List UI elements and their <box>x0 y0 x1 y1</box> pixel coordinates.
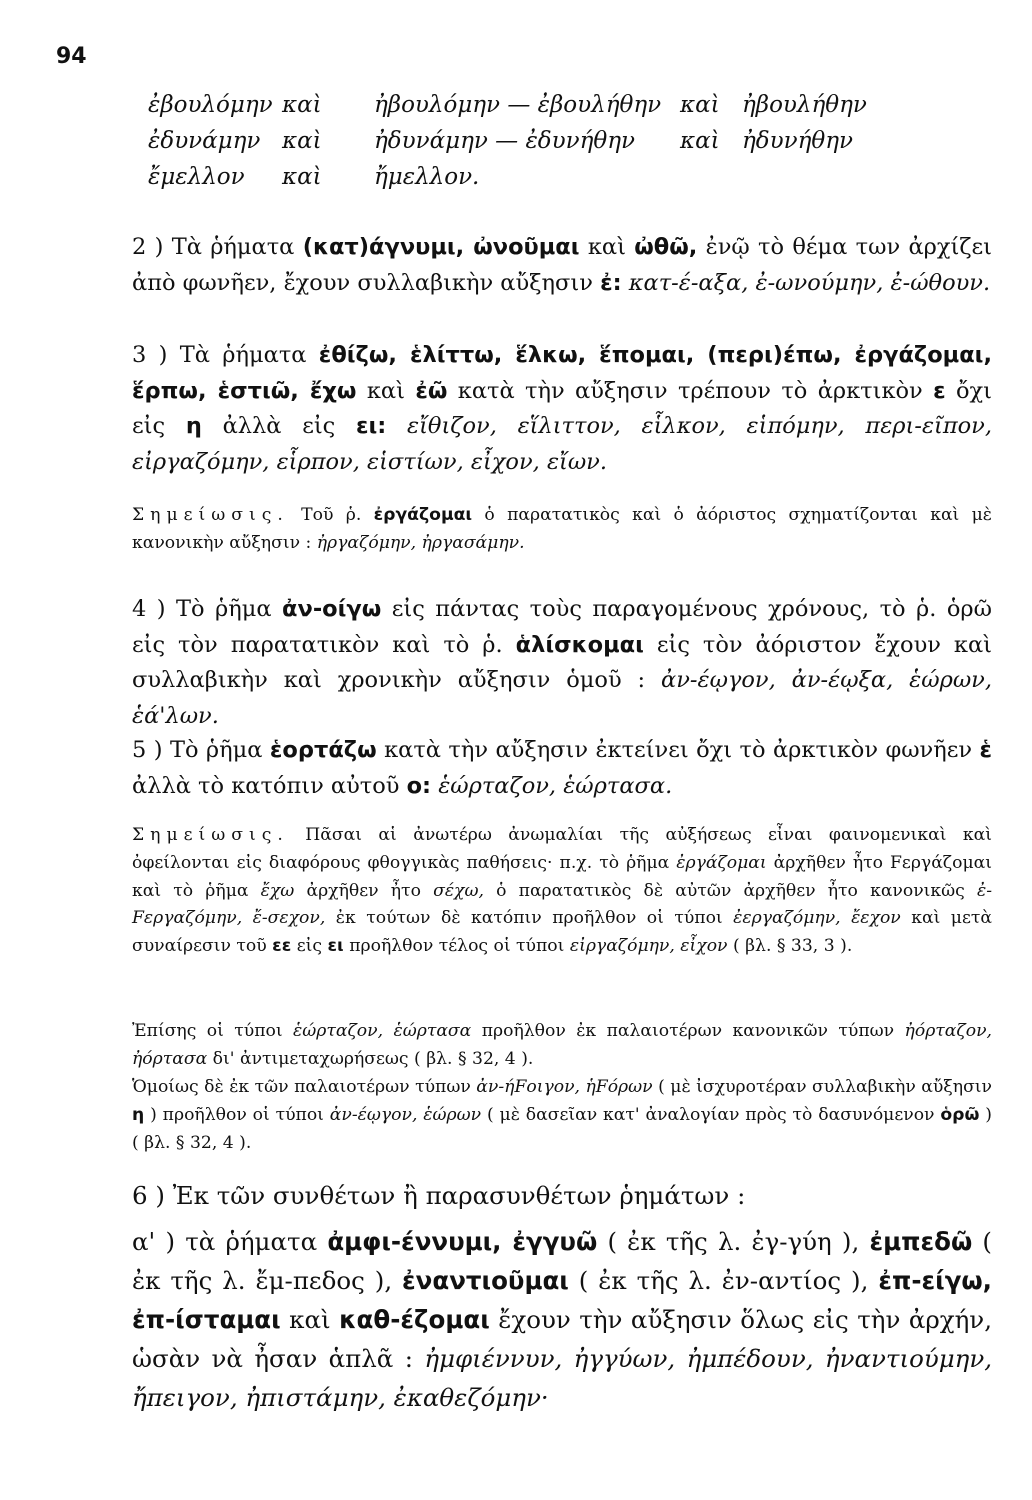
text: ) ( βλ. § 32, 4 ). <box>132 1104 993 1153</box>
bold-term: ἐῶ <box>415 377 448 404</box>
text: ( μὲ δασεῖαν κατ' ἀναλογίαν πρὸς τὸ δασυνόμενον <box>481 1104 941 1125</box>
italic-forms: εἰργαζόμην, εἶχον <box>569 936 728 957</box>
form-cell: καὶ <box>282 164 322 190</box>
text: καὶ <box>579 234 635 260</box>
italic-forms: ἀν-ήFοιγον, ἡFόρων <box>476 1077 653 1097</box>
text: ὁ παρατατικὸς καὶ ὁ ἀόριστος σχηματίζονται καὶ μὲ κανονικὴν αὔξησιν : <box>132 505 992 553</box>
text: ( ἐκ τῆς λ. ἐν-αντίος ), <box>568 1266 879 1295</box>
form-cell: ἠδυνάμην — ἐδυνήθην <box>374 128 635 154</box>
bold-term: εε <box>272 936 292 957</box>
note-4-paragraph <box>68 1074 992 1157</box>
text: Τὰ ῥήματα <box>171 234 303 260</box>
section-number: 4 ) <box>132 596 177 622</box>
form-cell: ἔμελλον <box>148 164 245 190</box>
section-number: 2 ) <box>132 234 172 260</box>
form-cell: ἠδυνήθην <box>742 128 853 154</box>
text: εἰς πάντας τοὺς παραγομένους χρόνους, τὸ ῥ. ὁρῶ εἰς τὸν παρατατικὸν καὶ τὸ ῥ. <box>132 596 992 658</box>
section-number: α' ) <box>132 1227 186 1256</box>
note-3-paragraph <box>68 1018 992 1074</box>
form-cell: καὶ <box>680 92 720 118</box>
italic-forms: ἐ-Fεργαζόμην, ἔ-σεχον, <box>132 880 992 929</box>
form-cell: ἠβουλόμην — ἐβουλήθην <box>374 92 662 118</box>
text: Τὰ ῥήματα <box>179 342 319 368</box>
bold-term: ἁλίσκομαι <box>515 631 644 658</box>
text: Ὁμοίως δὲ ἐκ τῶν παλαιοτέρων τύπων <box>132 1077 477 1097</box>
section-6a-paragraph <box>68 1222 992 1417</box>
text: ( ἐκ τῆς λ. ἐγ-γύη ), <box>597 1227 870 1256</box>
text: εἰς τὸν ἀόριστον ἔχουν καὶ συλλαβικὴν καὶ χρονικὴν αὔξησιν ὁμοῦ : <box>132 631 993 693</box>
italic-forms: ἐεργαζόμην, ἔεχον <box>733 908 901 929</box>
bold-term: ει <box>327 936 344 957</box>
text: ἀρχῆθεν ἦτο <box>294 880 434 901</box>
italic-forms: ἑώρταζον, ἑώρτασα <box>293 1021 472 1041</box>
text: ἀλλὰ εἰς <box>201 413 356 439</box>
form-cell: ἐδυνάμην <box>148 128 261 154</box>
bold-term: ε <box>933 377 946 404</box>
note-label: Σημείωσις. <box>132 825 289 845</box>
italic-forms: ἠμφιέννυν, ἠγγύων, ἠμπέδουν, ἠναντιούμην, ἤπειγον, ἠπιστάμην, ἐκαθεζόμην· <box>132 1344 992 1412</box>
form-cell: καὶ <box>680 128 720 154</box>
text: προῆλθον ἐκ παλαιοτέρων κανονικῶν τύπων <box>471 1021 905 1041</box>
bold-term: ἑ <box>979 737 992 763</box>
section-number: 5 ) <box>132 737 170 763</box>
text: τὰ ῥήματα <box>185 1227 328 1256</box>
section-4-paragraph <box>68 592 992 734</box>
text: καὶ <box>280 1305 340 1334</box>
bold-term: ἑορτάζω <box>269 737 377 763</box>
bold-term: ἐ: <box>600 269 622 296</box>
note-1-paragraph <box>68 502 992 558</box>
italic-forms: σέχω, <box>433 880 484 901</box>
italic-forms: ἑώρταζον, ἑώρτασα. <box>431 772 673 799</box>
italic-forms: ἠργαζόμην, ἠργασάμην. <box>316 532 525 553</box>
italic-forms: ἀν-έῳγον, ἑώρων <box>329 1104 482 1125</box>
bold-term: η <box>185 413 202 439</box>
text: ) προῆλθον οἱ τύποι <box>144 1104 330 1125</box>
text: ὁ παρατατικὸς δὲ αὐτῶν ἀρχῆθεν ἦτο κανονικῶς <box>483 880 977 901</box>
form-cell: ἠβουλήθην <box>742 92 867 118</box>
text: Ἐπίσης οἱ τύποι <box>132 1021 294 1041</box>
text: ἀρχῆθεν ἦτο Fεργάζομαι καὶ τὸ ῥῆμα <box>132 852 992 901</box>
bold-term: ἀμφι-έννυμι, ἐγγυῶ <box>327 1227 598 1256</box>
text: Τὸ ῥῆμα <box>169 737 270 763</box>
bold-term: ὠθῶ, <box>634 234 698 260</box>
text: ὄχι εἰς <box>132 377 993 439</box>
form-cell: καὶ <box>282 92 322 118</box>
bold-term: ει: <box>356 413 387 439</box>
text: ἀλλὰ τὸ κατόπιν αὐτοῦ <box>132 772 407 799</box>
text: δι' ἀντιμεταχωρήσεως ( βλ. § 32, 4 ). <box>207 1048 534 1069</box>
bold-term: ἐναντιοῦμαι <box>402 1266 569 1295</box>
text: ἐνῷ τὸ θέμα των ἀρχίζει ἀπὸ φωνῆεν, ἔχουν συλλαβικὴν αὔξησιν <box>132 234 992 296</box>
text: Τοῦ ῥ. <box>288 505 374 525</box>
italic-forms: εἴθιζον, εἵλιττον, εἷλκον, εἱπόμην, περι-εῖπον, εἰργαζόμην, εἷρπον, εἱστίων, εἶχον, εἴων. <box>132 413 993 475</box>
text: Τὸ ῥῆμα <box>176 596 283 622</box>
bold-term: ἐθίζω, ἑλίττω, ἕλκω, ἕπομαι, (περι)έπω, ἐργάζομαι, ἕρπω, ἑστιῶ, ἔχω <box>132 342 992 404</box>
italic-forms: ἔχω <box>260 880 295 901</box>
section-2-paragraph <box>68 230 992 301</box>
section-5-paragraph <box>68 733 992 804</box>
text: κατὰ τὴν αὔξησιν τρέπουν τὸ ἀρκτικὸν <box>447 377 934 404</box>
text: καὶ μετὰ συναίρεσιν τοῦ <box>132 908 992 957</box>
bold-term: ἐργάζομαι <box>373 505 473 525</box>
text: ἐκ τούτων δὲ κατόπιν προῆλθον οἱ τύποι <box>325 908 734 929</box>
text: ἔχουν τὴν αὔξησιν ὅλως εἰς τὴν ἀρχήν, ὡσὰν νὰ ἦσαν ἁπλᾶ : <box>132 1305 992 1373</box>
bold-term: (κατ)άγνυμι, ὠνοῦμαι <box>302 234 580 260</box>
italic-forms: κατ-έ-αξα, ἐ-ωνούμην, ἐ-ώθουν. <box>621 269 991 296</box>
italic-forms: ἀν-έῳγον, ἀν-έῳξα, ἑώρων, ἑά'λων. <box>132 667 993 729</box>
section-3-paragraph <box>68 338 992 480</box>
form-cell: ἤμελλον. <box>374 164 480 190</box>
text: κατὰ τὴν αὔξησιν ἐκτείνει ὄχι τὸ ἀρκτικὸν φωνῆεν <box>376 737 980 763</box>
text: καὶ <box>356 377 416 404</box>
note-2-paragraph <box>68 822 992 961</box>
text: εἰς <box>291 936 328 957</box>
italic-forms: ἠόρταζον, ἠόρτασα <box>132 1021 992 1069</box>
page-number: 94 <box>56 44 87 69</box>
bold-term: ἐπ-είγω, ἐπ-ίσταμαι <box>132 1266 992 1334</box>
section-6-heading: 6 ) Ἐκ τῶν συνθέτων ἢ παρασυνθέτων ῥημάτων : <box>132 1181 746 1210</box>
text: ( βλ. § 33, 3 ). <box>727 936 853 957</box>
text: ( ἐκ τῆς λ. ἔμ-πεδος ), <box>132 1227 992 1295</box>
form-cell: ἐβουλόμην <box>148 92 273 118</box>
bold-term: ὁρῶ <box>940 1104 980 1125</box>
section-number: 3 ) <box>132 342 180 368</box>
text: ( μὲ ἰσχυροτέραν συλλαβικὴν αὔξησιν <box>652 1077 992 1097</box>
text: προῆλθον τέλος οἱ τύποι <box>343 936 570 957</box>
bold-term: ἀν-οίγω <box>282 596 382 622</box>
bold-term: ἐμπεδῶ <box>869 1227 973 1256</box>
form-cell: καὶ <box>282 128 322 154</box>
italic-forms: ἐργάζομαι <box>676 852 767 873</box>
text: Πᾶσαι αἱ ἀνωτέρω ἀνωμαλίαι τῆς αὐξήσεως εἶναι φαινομενικαὶ καὶ ὀφείλονται εἰς διαφόρους φθογγικὰς παθήσεις· π.χ. τὸ ῥῆμα <box>132 825 992 873</box>
bold-term: καθ-έζομαι <box>339 1305 490 1334</box>
bold-term: η <box>132 1104 145 1125</box>
bold-term: ο: <box>406 772 432 799</box>
note-label: Σημείωσις. <box>132 505 289 525</box>
